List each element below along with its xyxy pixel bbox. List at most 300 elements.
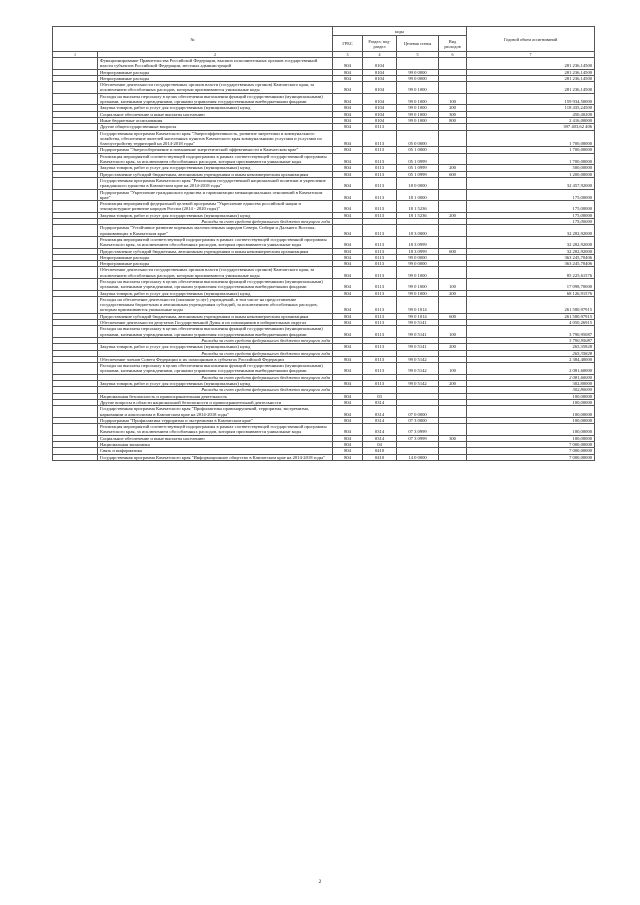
row-grbs-cell: 804 [333,442,363,448]
row-section-cell: 0113 [363,261,397,267]
row-grbs-cell: 804 [333,393,363,399]
table-row [53,296,595,313]
row-amount-cell: 100,00000 [467,406,595,418]
row-amount-cell: 281 236,14500 [467,75,595,81]
row-section-cell: 0410 [363,448,397,454]
row-num-cell [53,201,98,213]
row-name-cell: Расходы на выплаты персоналу в целях обеспечения выполнения функций государственными (муниципальными) органами, казенными учреждениями, органами управления государственными внебюджетными фондами [98,93,333,105]
row-amount-cell: 1 700,00000 [467,130,595,147]
row-name-cell: Закупка товаров, работ и услуг для государственных (муниципальных) нужд [98,212,333,218]
row-name-cell: Непрограммные расходы [98,254,333,260]
row-amount-cell: 175,00000 [467,201,595,213]
row-amount-cell: 68 126,91576 [467,290,595,296]
row-amount-cell: 118 435,24500 [467,105,595,111]
column-number: 4 [363,52,397,58]
row-section-cell: 0314 [363,417,397,423]
row-expense-cell [439,201,467,213]
column-number: 3 [333,52,363,58]
column-number: 1 [53,52,98,58]
row-amount-cell: 100,00000 [467,424,595,436]
row-name-cell: Обеспечение деятельности государственных органов власти (государственных органов) Камчатского края, за исключением обособленных расходов, которым присваиваются уникальные коды [98,267,333,279]
row-target-cell: 18 1 5236 [397,212,439,218]
row-expense-cell: 800 [439,117,467,123]
row-name-cell: Закупка товаров, работ и услуг для государственных (муниципальных) нужд [98,105,333,111]
row-grbs-cell: 804 [333,201,363,213]
row-target-cell: 05 1 0999 [397,153,439,165]
row-amount-cell: 32 457,92000 [467,177,595,189]
row-amount-cell: 281 236,14500 [467,82,595,94]
row-name-cell: Расходы за счет средств федерального бюджета текущего года [98,374,333,380]
row-grbs-cell: 804 [333,147,363,153]
row-section-cell: 0113 [363,225,397,237]
row-name-cell: Реализация мероприятий федеральной целевой программы "Укрепление единства российской нации и этнокультурное развитие народов России (2014 - 2020 годы)" [98,201,333,213]
row-target-cell: 99 0 1014 [397,296,439,313]
row-amount-cell: 363 245,70406 [467,261,595,267]
row-amount-cell: 363 245,70406 [467,254,595,260]
row-name-cell: Государственная программа Камчатского края "Профилактика правонарушений, терроризма, экстремизма, наркомании и алкоголизма в Камчатском крае на 2014-2018 годы" [98,406,333,418]
column-number: 7 [467,52,595,58]
row-section-cell: 03 [363,393,397,399]
row-expense-cell [439,225,467,237]
row-num-cell [53,189,98,201]
row-name-cell: Другие вопросы в области национальной безопасности и правоохранительной деятельности [98,399,333,405]
row-expense-cell [439,406,467,418]
row-expense-cell: 300 [439,111,467,117]
row-grbs-cell: 804 [333,111,363,117]
row-grbs-cell: 804 [333,454,363,460]
row-name-cell: Национальная безопасность и правоохранительная деятельность [98,393,333,399]
row-name-cell: Закупка товаров, работ и услуг для государственных (муниципальных) нужд [98,344,333,350]
table-row [53,424,595,436]
row-grbs-cell: 804 [333,153,363,165]
row-num-cell [53,363,98,375]
row-target-cell: 99 0 1000 [397,267,439,279]
row-target-cell: 99 0 0000 [397,254,439,260]
row-target-cell: 99 0 5141 [397,344,439,350]
row-amount-cell: 175,00000 [467,219,595,225]
row-name-cell: Подпрограмма "Энергосбережение и повышение энергетической эффективности в Камчатском крае" [98,147,333,153]
row-amount-cell: 7 000,00000 [467,454,595,460]
row-name-cell: Расходы на выплаты персоналу в целях обеспечения выполнения функций государственными (муниципальными) органами, казенными учреждениями, органами управления государственными внебюджетными фондами [98,326,333,338]
row-amount-cell: 265,35828 [467,344,595,350]
row-section-cell: 0104 [363,75,397,81]
row-target-cell: 99 0 0000 [397,261,439,267]
row-target-cell: 99 0 5142 [397,356,439,362]
row-section-cell: 0113 [363,290,397,296]
row-target-cell: 99 0 1000 [397,290,439,296]
row-grbs-cell: 804 [333,399,363,405]
row-amount-cell: 159 934,50000 [467,93,595,105]
row-grbs-cell: 804 [333,82,363,94]
row-amount-cell: 7 000,00000 [467,448,595,454]
row-expense-cell [439,58,467,70]
table-row [53,326,595,338]
row-amount-cell: 85 225,61576 [467,267,595,279]
row-expense-cell: 200 [439,381,467,387]
row-section-cell: 0104 [363,111,397,117]
row-grbs-cell: 804 [333,212,363,218]
row-num-cell [53,454,98,460]
table-body [53,58,595,461]
row-target-cell: 99 0 1000 [397,111,439,117]
row-section-cell: 0113 [363,356,397,362]
row-name-cell: Расходы на выплаты персоналу в целях обеспечения выполнения функций государственными (муниципальными) органами, казенными учреждениями, органами управления государственными внебюджетными фондами [98,278,333,290]
row-name-cell: Расходы за счет средств федерального бюджета текущего года [98,387,333,393]
table-row [53,406,595,418]
row-target-cell: 07 3 0000 [397,417,439,423]
row-target-cell: 18 1 0000 [397,189,439,201]
budget-table [52,26,595,461]
row-amount-cell: 17 098,70000 [467,278,595,290]
row-grbs-cell: 804 [333,124,363,130]
row-expense-cell: 200 [439,344,467,350]
row-num-cell [53,225,98,237]
row-grbs-cell: 804 [333,117,363,123]
row-target-cell: 99 0 5142 [397,381,439,387]
row-section-cell: 0104 [363,58,397,70]
row-section-cell: 0113 [363,344,397,350]
row-section-cell: 0104 [363,82,397,94]
row-section-cell: 0104 [363,93,397,105]
row-grbs-cell: 804 [333,236,363,248]
header-grbs: ГРБС [333,36,363,52]
row-num-cell [53,58,98,70]
row-num-cell [53,236,98,248]
row-section-cell: 0113 [363,248,397,254]
row-amount-cell: 281 236,14500 [467,69,595,75]
row-expense-cell: 100 [439,278,467,290]
row-section-cell: 0113 [363,147,397,153]
row-expense-cell: 600 [439,248,467,254]
row-section-cell: 0113 [363,320,397,326]
row-amount-cell: 2 081,60000 [467,374,595,380]
row-target-cell: 05 1 0999 [397,171,439,177]
row-amount-cell: 1 700,00000 [467,153,595,165]
table-row [53,93,595,105]
row-num-cell [53,93,98,105]
row-amount-cell: 2 081,60000 [467,363,595,375]
row-name-cell: Расходы за счет средств федерального бюджета текущего года [98,219,333,225]
row-num-cell [53,296,98,313]
row-name-cell: Подпрограмма "Профилактика терроризма и экстремизма в Камчатском крае" [98,417,333,423]
header-codes: коды [333,27,467,36]
row-expense-cell [439,177,467,189]
table-row [53,177,595,189]
row-expense-cell [439,267,467,279]
row-expense-cell: 200 [439,212,467,218]
row-section-cell: 0113 [363,267,397,279]
row-name-cell: Реализация мероприятий соответствующей подпрограммы в рамках соответствующей государственной программы Камчатского края, за исключением обособленных расходов, которым присваиваются уникальные коды [98,153,333,165]
row-name-cell: Государственная программа Камчатского края "Реализация государственной национальной политики и укрепление гражданского единства в Камчатском крае на 2014-2018 годы" [98,177,333,189]
table-row [53,201,595,213]
row-section-cell: 0113 [363,381,397,387]
row-section-cell: 0104 [363,105,397,111]
header-section: Раздел, под-раздел [363,36,397,52]
row-num-cell [53,153,98,165]
row-num-cell [53,326,98,338]
table-row [53,58,595,70]
row-name-cell: Реализация мероприятий соответствующей подпрограммы в рамках соответствующей государственной программы Камчатского края, за исключением обособленных расходов, которым присваиваются уникальные коды [98,236,333,248]
row-target-cell: 99 0 0000 [397,69,439,75]
row-expense-cell [439,454,467,460]
row-amount-cell: 100,00000 [467,393,595,399]
row-section-cell: 0113 [363,124,397,130]
row-name-cell: Закупка товаров, работ и услуг для государственных (муниципальных) нужд [98,165,333,171]
row-num-cell [53,406,98,418]
row-amount-cell: 261 580,97915 [467,313,595,319]
row-amount-cell: 175,00000 [467,189,595,201]
row-target-cell: 99 0 1014 [397,313,439,319]
row-section-cell: 0113 [363,363,397,375]
row-amount-cell: 32 282,92000 [467,236,595,248]
row-target-cell: 18 3 0999 [397,236,439,248]
row-section-cell: 0113 [363,254,397,260]
row-target-cell: 14 0 0000 [397,454,439,460]
row-name-cell: Непрограммные расходы [98,261,333,267]
row-grbs-cell: 804 [333,225,363,237]
table-row [53,130,595,147]
row-section-cell: 0113 [363,326,397,338]
row-grbs-cell: 804 [333,406,363,418]
header-expense: Вид расходов [439,36,467,52]
row-section-cell: 0113 [363,130,397,147]
row-name-cell: Связь и информатика [98,448,333,454]
row-section-cell: 0314 [363,424,397,436]
row-amount-cell: 1 700,00000 [467,147,595,153]
row-grbs-cell: 804 [333,177,363,189]
row-name-cell: Национальная экономика [98,442,333,448]
row-name-cell: Предоставление субсидий бюджетным, автономным учреждениям и иным некоммерческим организациям [98,313,333,319]
row-amount-cell: 2 416,00000 [467,117,595,123]
row-grbs-cell: 804 [333,69,363,75]
row-target-cell: 05 1 0000 [397,147,439,153]
row-target-cell: 05 1 0999 [397,165,439,171]
row-target-cell: 05 0 0000 [397,130,439,147]
row-grbs-cell: 804 [333,261,363,267]
row-name-cell: Расходы за счет средств федерального бюджета текущего года [98,350,333,356]
column-number: 2 [98,52,333,58]
row-num-cell [53,177,98,189]
row-expense-cell [439,82,467,94]
row-grbs-cell: 804 [333,320,363,326]
table-row [53,82,595,94]
row-name-cell: Расходы за счет средств федерального бюджета текущего года [98,337,333,343]
row-target-cell: 99 0 1000 [397,117,439,123]
row-amount-cell: 100,00000 [467,435,595,441]
row-grbs-cell: 804 [333,356,363,362]
row-amount-cell: 32 282,92000 [467,248,595,254]
row-target-cell [397,58,439,70]
row-name-cell: Предоставление субсидий бюджетным, автономным учреждениям и иным некоммерческим организациям [98,248,333,254]
row-name-cell: Расходы на выплаты персоналу в целях обеспечения выполнения функций государственными (муниципальными) органами, казенными учреждениями, органами управления государственными внебюджетными фондами [98,363,333,375]
row-name-cell: Реализация мероприятий соответствующей подпрограммы в рамках соответствующей государственной программы Камчатского края, за исключением обособленных расходов, которым присваиваются уникальные коды [98,424,333,436]
row-target-cell: 18 3 0000 [397,225,439,237]
row-grbs-cell: 804 [333,448,363,454]
row-target-cell: 99 0 0000 [397,75,439,81]
row-amount-cell: 281 236,14500 [467,58,595,70]
table-header [53,27,595,58]
row-expense-cell: 100 [439,326,467,338]
row-grbs-cell: 804 [333,105,363,111]
row-grbs-cell: 804 [333,278,363,290]
row-grbs-cell: 804 [333,267,363,279]
row-section-cell: 0113 [363,296,397,313]
row-grbs-cell: 804 [333,171,363,177]
row-target-cell: 18 0 0000 [397,177,439,189]
header-target: Целевая статья [397,36,439,52]
row-name-cell: Социальное обеспечение и иные выплаты населению [98,435,333,441]
row-grbs-cell: 804 [333,417,363,423]
row-name-cell: Государственная программа Камчатского края "Информационное общество в Камчатском крае на 2014-2018 годы" [98,454,333,460]
row-name-cell: Государственная программа Камчатского края "Энергоэффективность, развитие энергетики и коммунального хозяйства, обеспечение жителей населенных пунктов Камчатского края коммунальными услугами и услугами по благоустройству территорий на 2014-2018 годы" [98,130,333,147]
row-target-cell: 18 3 0999 [397,248,439,254]
row-name-cell: Другие общегосударственные вопросы [98,124,333,130]
row-amount-cell: 32 282,92000 [467,225,595,237]
row-target-cell: 99 0 1000 [397,93,439,105]
row-grbs-cell: 804 [333,75,363,81]
row-amount-cell: 302,80000 [467,387,595,393]
row-amount-cell: 3 790,95087 [467,337,595,343]
row-section-cell: 0113 [363,189,397,201]
row-expense-cell: 100 [439,363,467,375]
table-row [53,153,595,165]
row-target-cell: 07 3 0999 [397,424,439,436]
table-row [53,225,595,237]
row-expense-cell: 200 [439,165,467,171]
table-row [53,236,595,248]
row-amount-cell: 397 403,62 406 [467,124,595,130]
row-name-cell: Непрограммные расходы [98,69,333,75]
row-expense-cell: 600 [439,171,467,177]
budget-table-sheet [52,26,594,461]
row-section-cell: 0113 [363,278,397,290]
row-expense-cell [439,236,467,248]
row-grbs-cell: 804 [333,130,363,147]
row-amount-cell: 302,80000 [467,381,595,387]
row-name-cell: Подпрограмма "Устойчивое развитие коренных малочисленных народов Севера, Сибири и Дальнего Востока, проживающих в Камчатском крае" [98,225,333,237]
table-row [53,454,595,460]
table-row [53,189,595,201]
row-grbs-cell: 804 [333,248,363,254]
row-grbs-cell: 804 [333,290,363,296]
row-amount-cell: 261 580,97915 [467,296,595,313]
row-num-cell [53,424,98,436]
row-section-cell: 0113 [363,212,397,218]
row-target-cell: 99 0 1000 [397,278,439,290]
row-name-cell: Закупка товаров, работ и услуг для государственных (муниципальных) нужд [98,290,333,296]
row-name-cell: Подпрограмма "Укрепление гражданского единства и гармонизации межнациональных отношений в Камчатском крае" [98,189,333,201]
row-section-cell: 0314 [363,406,397,418]
row-section-cell: 0104 [363,69,397,75]
row-amount-cell: 175,00000 [467,212,595,218]
row-section-cell: 0104 [363,117,397,123]
row-name-cell: Расходы на обеспечение деятельности (оказание услуг) учреждений, в том числе на предоставление государственным бюджетным и автономным учреждениям субсидий, за исключением обособленных расходов, которым присваиваются уникальные коды [98,296,333,313]
table-row [53,363,595,375]
row-name-cell: Обеспечение деятельности государственных органов власти (государственных органов) Камчатского края, за исключением обособленных расходов, которым присваиваются уникальные коды [98,82,333,94]
row-section-cell: 0410 [363,454,397,460]
row-grbs-cell: 804 [333,424,363,436]
row-name-cell: Предоставление субсидий бюджетным, автономным учреждениям и иным некоммерческим организациям [98,171,333,177]
row-grbs-cell: 804 [333,165,363,171]
row-name-cell: Непрограммные расходы [98,75,333,81]
header-num: № [53,27,333,52]
row-grbs-cell: 804 [333,344,363,350]
row-target-cell: 99 0 5141 [397,320,439,326]
header-amount: Годовой объем ассигнований [467,27,595,52]
row-num-cell [53,278,98,290]
row-grbs-cell: 804 [333,326,363,338]
row-num-cell [53,267,98,279]
row-name-cell: Закупка товаров, работ и услуг для государственных (муниципальных) нужд [98,381,333,387]
row-section-cell: 0113 [363,313,397,319]
row-target-cell: 99 0 1000 [397,105,439,111]
row-grbs-cell: 804 [333,296,363,313]
row-section-cell: 0113 [363,165,397,171]
row-name-cell: Обеспечение членов Совета Федерации и их помощников в субъектах Российской Федерации [98,356,333,362]
column-number: 5 [397,52,439,58]
row-expense-cell: 600 [439,313,467,319]
row-section-cell: 0314 [363,435,397,441]
row-section-cell: 0113 [363,171,397,177]
row-target-cell: 99 0 5141 [397,326,439,338]
row-amount-cell: 1 200,00000 [467,171,595,177]
row-grbs-cell: 804 [333,313,363,319]
table-row [53,267,595,279]
page-number: 2 [318,879,322,885]
row-expense-cell [439,130,467,147]
row-amount-cell: 100,00000 [467,399,595,405]
row-num-cell [53,130,98,147]
row-section-cell: 0113 [363,153,397,165]
row-expense-cell: 300 [439,435,467,441]
row-amount-cell: 265,35828 [467,350,595,356]
row-section-cell: 0113 [363,236,397,248]
row-grbs-cell: 804 [333,435,363,441]
row-amount-cell: 2 384,40000 [467,356,595,362]
row-amount-cell: 4 050,26915 [467,320,595,326]
row-target-cell: 18 1 5236 [397,201,439,213]
table-row [53,278,595,290]
row-name-cell: Иные бюджетные ассигнования [98,117,333,123]
row-amount-cell: 100,00000 [467,417,595,423]
row-name-cell: Функционирование Правительства Российской Федерации, высших исполнительных органов государственной власти субъектов Российской Федерации, местных администраций [98,58,333,70]
row-grbs-cell: 804 [333,381,363,387]
row-section-cell: 0113 [363,201,397,213]
row-num-cell [53,82,98,94]
row-target-cell: 99 0 1000 [397,82,439,94]
row-section-cell: 0113 [363,177,397,189]
row-grbs-cell: 804 [333,363,363,375]
row-amount-cell: 3 790,95087 [467,326,595,338]
row-target-cell: 99 0 5142 [397,363,439,375]
row-section-cell: 04 [363,442,397,448]
column-number: 6 [439,52,467,58]
row-name-cell: Обеспечение деятельности депутатов Государственной Думы и их помощников в избирательных округах [98,320,333,326]
row-section-cell: 0314 [363,399,397,405]
row-grbs-cell: 804 [333,254,363,260]
row-target-cell: 07 3 0999 [397,435,439,441]
row-expense-cell [439,189,467,201]
row-target-cell: 07 0 0000 [397,406,439,418]
row-amount-cell: 450,40200 [467,111,595,117]
row-expense-cell [439,424,467,436]
row-expense-cell [439,296,467,313]
row-grbs-cell: 804 [333,58,363,70]
row-grbs-cell: 804 [333,93,363,105]
row-expense-cell [439,153,467,165]
row-grbs-cell: 804 [333,189,363,201]
row-expense-cell: 100 [439,93,467,105]
